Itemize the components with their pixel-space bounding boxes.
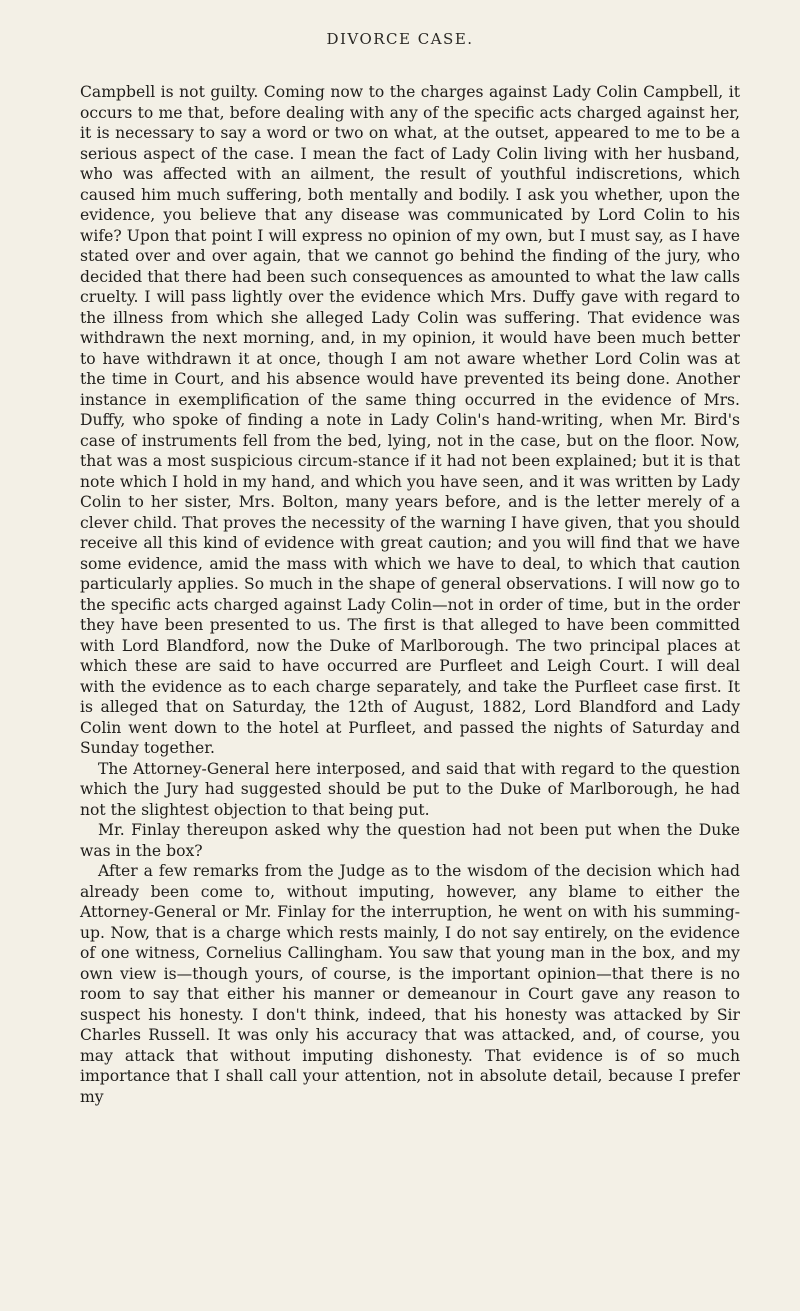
body-text <box>80 82 740 1107</box>
paragraph: The Attorney-General here interposed, and said that with regard to the question which the Jury had suggested should be put to the Duke of Marlborough, he had not the slightest objection to that being put. <box>80 759 740 819</box>
running-head: DIVORCE CASE. <box>326 30 474 48</box>
paragraph: Mr. Finlay thereupon asked why the question had not been put when the Duke was in the box? <box>80 821 740 860</box>
paragraph: After a few remarks from the Judge as to the wisdom of the decision which had already been come to, without imputing, however, any blame to either the Attorney-General or Mr. Finlay for the interruption, he went on with his summing-up. Now, that is a charge which rests mainly, I do not say entirely, on the evidence of one witness, Cornelius Callingham. You saw that young man in the box, and my own view is—though yours, of course, is the important opinion—that there is no room to say that either his manner or demeanour in Court gave any reason to suspect his honesty. I don't think, indeed, that his honesty was attacked by Sir Charles Russell. It was only his accuracy that was attacked, and, of course, you may attack that without imputing dishonesty. That evidence is of so much importance that I shall call your attention, not in absolute detail, because I prefer my <box>80 862 740 1106</box>
paragraph: Campbell is not guilty. Coming now to the charges against Lady Colin Campbell, it occurs to me that, before dealing with any of the specific acts charged against her, it is necessary to say a word or two on what, at the outset, appeared to me to be a serious aspect of the case. I mean the fact of Lady Colin living with her husband, who was affected with an ailment, the result of youthful indiscretions, which caused him much suffering, both mentally and bodily. I ask you whether, upon the evidence, you believe that any disease was communicated by Lord Colin to his wife? Upon that point I will express no opinion of my own, but I must say, as I have stated over and over again, that we cannot go behind the finding of the jury, who decided that there had been such consequences as amounted to what the law calls cruelty. I will pass lightly over the evidence which Mrs. Duffy gave with regard to the illness from which she alleged Lady Colin was suffering. That evidence was withdrawn the next morning, and, in my opinion, it would have been much better to have withdrawn it at once, though I am not aware whether Lord Colin was at the time in Court, and his absence would have prevented its being done. Another instance in exemplification of the same thing occurred in the evidence of Mrs. Duffy, who spoke of finding a note in Lady Colin's hand-writing, when Mr. Bird's case of instruments fell from the bed, lying, not in the case, but on the floor. Now, that was a most suspicious circum-stance if it had not been explained; but it is that note which I hold in my hand, and which you have seen, and it was written by Lady Colin to her sister, Mrs. Bolton, many years before, and is the letter merely of a clever child. That proves the necessity of the warning I have given, that you should receive all this kind of evidence with great caution; and you will find that we have some evidence, amid the mass with which we have to deal, to which that caution particularly applies. So much in the shape of general observations. I will now go to the specific acts charged against Lady Colin—not in order of time, but in the order they have been presented to us. The first is that alleged to have been committed with Lord Blandford, now the Duke of Marlborough. The two principal places at which these are said to have occurred are Purfleet and Leigh Court. I will deal with the evidence as to each charge separately, and take the Purfleet case first. It is alleged that on Saturday, the 12th of August, 1882, Lord Blandford and Lady Colin went down to the hotel at Purfleet, and passed the nights of Saturday and Sunday together. <box>80 83 740 757</box>
